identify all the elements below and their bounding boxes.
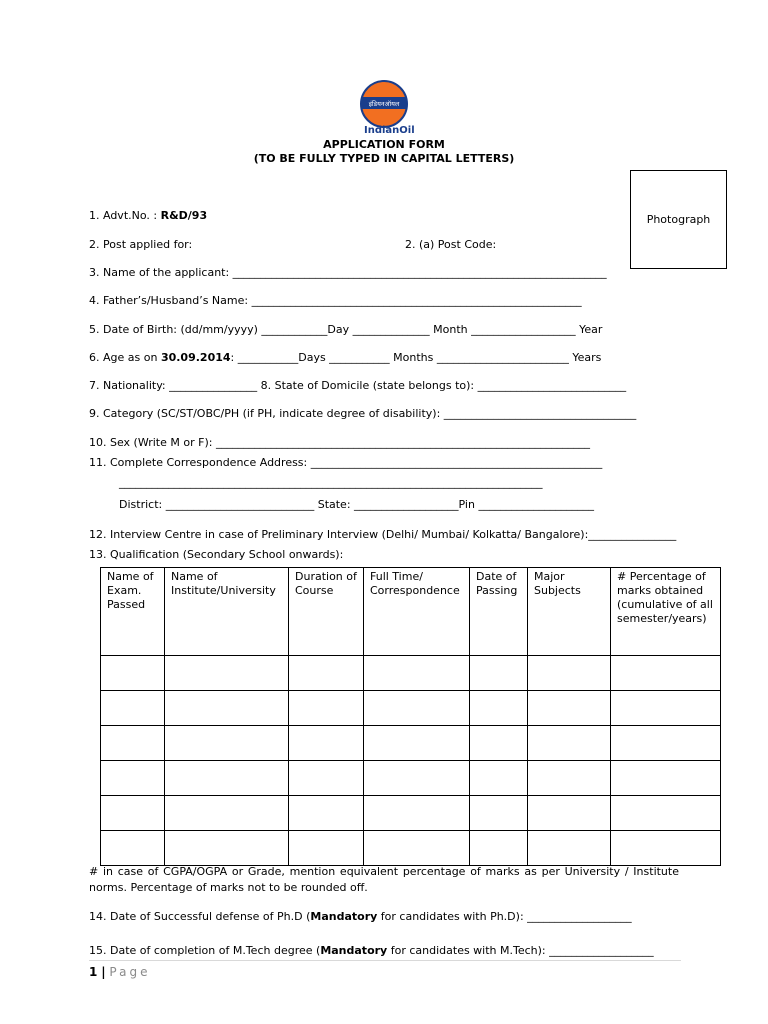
table-cell[interactable] (528, 796, 611, 831)
category-field[interactable]: 9. Category (SC/ST/OBC/PH (if PH, indicate degree of disability): ___________________________________ (89, 407, 637, 420)
table-cell[interactable] (470, 761, 528, 796)
age-prefix: 6. Age as on (89, 351, 161, 364)
table-cell[interactable] (611, 691, 721, 726)
footer-separator: | (101, 965, 106, 979)
photograph-box[interactable] (630, 170, 727, 269)
table-cell[interactable] (611, 796, 721, 831)
col-percentage: # Percentage of marks obtained (cumulative of all semester/years) (611, 568, 721, 656)
table-row (101, 656, 721, 691)
table-cell[interactable] (165, 691, 289, 726)
photograph-label: Photograph (646, 213, 711, 226)
table-cell[interactable] (611, 831, 721, 866)
table-cell[interactable] (611, 761, 721, 796)
phd-date-field[interactable] (89, 910, 632, 923)
age-suffix: : ___________Days ___________ Months ________________________ Years (230, 351, 602, 364)
table-cell[interactable] (289, 831, 364, 866)
table-cell[interactable] (528, 831, 611, 866)
mtech-mandatory: Mandatory (320, 944, 388, 957)
age-date: 30.09.2014 (160, 351, 231, 364)
table-cell[interactable] (289, 796, 364, 831)
col-mode: Full Time/ Correspondence (364, 568, 470, 656)
table-cell[interactable] (101, 796, 165, 831)
advt-no-field[interactable] (89, 209, 207, 222)
table-cell[interactable] (470, 726, 528, 761)
table-cell[interactable] (289, 691, 364, 726)
sex-field[interactable]: 10. Sex (Write M or F): ____________________________________________________________________ (89, 436, 590, 449)
table-cell[interactable] (470, 831, 528, 866)
page-number: 1 (89, 965, 98, 979)
table-cell[interactable] (611, 656, 721, 691)
age-field[interactable] (89, 351, 601, 364)
dob-field[interactable]: 5. Date of Birth: (dd/mm/yyyy) ____________Day ______________ Month ___________________ Year (89, 323, 603, 336)
qualification-label: 13. Qualification (Secondary School onwards): (89, 548, 344, 561)
logo-text: इंडियनऑयल (368, 100, 400, 108)
table-cell[interactable] (364, 796, 470, 831)
col-institute: Name of Institute/University (165, 568, 289, 656)
form-title: APPLICATION FORM (323, 138, 445, 151)
table-cell[interactable] (165, 796, 289, 831)
table-cell[interactable] (289, 656, 364, 691)
address-field[interactable]: 11. Complete Correspondence Address: _____________________________________________________ (89, 456, 603, 469)
col-duration: Duration of Course (289, 568, 364, 656)
form-subtitle: (TO BE FULLY TYPED IN CAPITAL LETTERS) (253, 152, 515, 165)
table-cell[interactable] (470, 656, 528, 691)
table-cell[interactable] (528, 656, 611, 691)
table-cell[interactable] (289, 726, 364, 761)
mtech-date-field[interactable] (89, 944, 654, 957)
table-cell[interactable] (364, 831, 470, 866)
interview-centre-field[interactable]: 12. Interview Centre in case of Preliminary Interview (Delhi/ Mumbai/ Kolkatta/ Bangalore):________________ (89, 528, 677, 541)
table-cell[interactable] (528, 761, 611, 796)
table-row (101, 831, 721, 866)
advt-value: R&D/93 (160, 209, 208, 222)
phd-mandatory: Mandatory (310, 910, 378, 923)
table-cell[interactable] (364, 761, 470, 796)
table-cell[interactable] (165, 761, 289, 796)
address-line-2[interactable]: _____________________________________________________________________________ (119, 476, 543, 489)
nationality-field[interactable]: 7. Nationality: ________________ 8. State of Domicile (state belongs to): ___________________________ (89, 379, 627, 392)
table-cell[interactable] (364, 656, 470, 691)
table-cell[interactable] (165, 656, 289, 691)
table-cell[interactable] (528, 726, 611, 761)
indianoil-logo-icon (360, 80, 408, 128)
table-cell[interactable] (165, 726, 289, 761)
col-subjects: Major Subjects (528, 568, 611, 656)
table-cell[interactable] (101, 831, 165, 866)
father-name-field[interactable]: 4. Father’s/Husband’s Name: ____________________________________________________________ (89, 294, 582, 307)
table-cell[interactable] (101, 761, 165, 796)
col-date: Date of Passing (470, 568, 528, 656)
phd-suffix: for candidates with Ph.D): ___________________ (377, 910, 632, 923)
phd-prefix: 14. Date of Successful defense of Ph.D ( (89, 910, 311, 923)
mtech-prefix: 15. Date of completion of M.Tech degree ( (89, 944, 321, 957)
table-row (101, 726, 721, 761)
table-cell[interactable] (364, 691, 470, 726)
table-cell[interactable] (364, 726, 470, 761)
table-cell[interactable] (470, 796, 528, 831)
table-header-row (101, 568, 721, 656)
table-cell[interactable] (470, 691, 528, 726)
post-applied-field[interactable]: 2. Post applied for: (89, 238, 193, 251)
district-state-pin-field[interactable]: District: ___________________________ State: ___________________Pin _____________________ (119, 498, 594, 511)
table-row (101, 761, 721, 796)
table-cell[interactable] (165, 831, 289, 866)
table-cell[interactable] (289, 761, 364, 796)
page-footer (89, 965, 150, 979)
table-cell[interactable] (101, 656, 165, 691)
footer-divider (89, 960, 681, 961)
table-row (101, 796, 721, 831)
col-exam: Name of Exam. Passed (101, 568, 165, 656)
advt-label: 1. Advt.No. : (89, 209, 158, 222)
mtech-suffix: for candidates with M.Tech): ___________________ (387, 944, 654, 957)
post-code-field[interactable]: 2. (a) Post Code: (405, 238, 497, 251)
table-cell[interactable] (611, 726, 721, 761)
marks-note: # in case of CGPA/OGPA or Grade, mention equivalent percentage of marks as per University / Institute norms. Percentage of marks not to be rounded off. (89, 865, 679, 894)
table-cell[interactable] (528, 691, 611, 726)
page-word: Page (109, 965, 151, 979)
table-row (101, 691, 721, 726)
table-cell[interactable] (101, 691, 165, 726)
applicant-name-field[interactable]: 3. Name of the applicant: ____________________________________________________________________ (89, 266, 607, 279)
qualification-table (100, 567, 721, 866)
table-cell[interactable] (101, 726, 165, 761)
brand-name: IndianOil (364, 125, 415, 136)
